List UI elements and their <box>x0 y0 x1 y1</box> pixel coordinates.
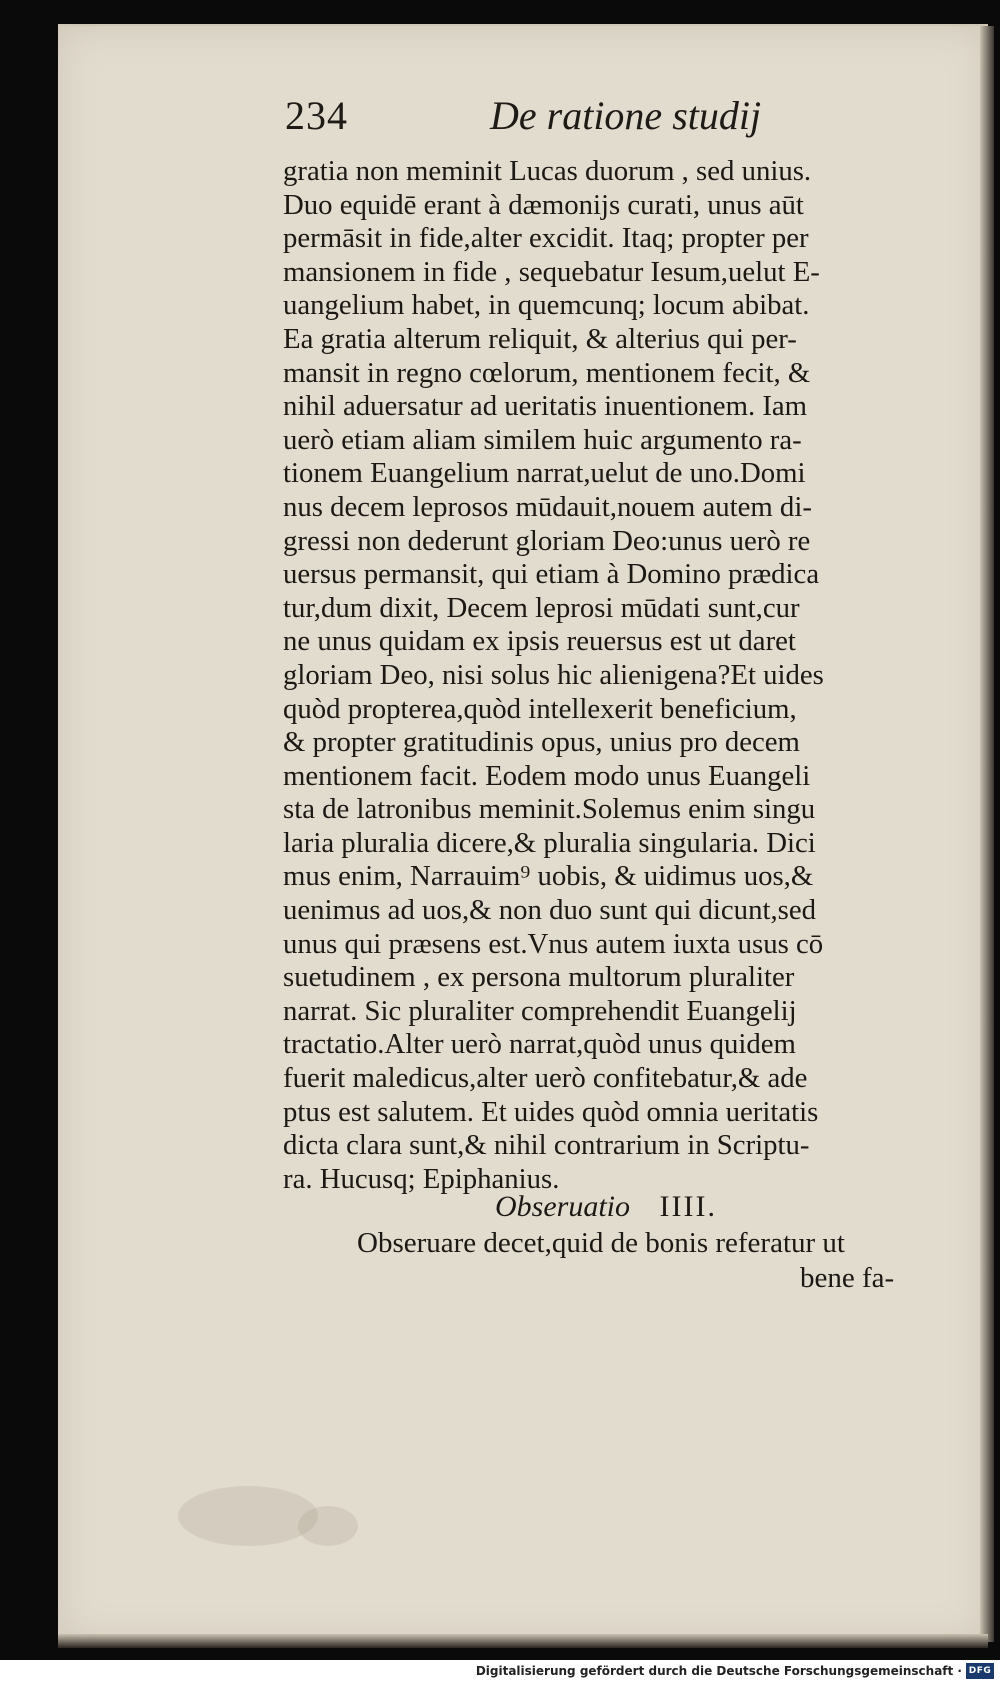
text-line: & propter gratitudinis opus, unius pro decem <box>283 726 800 759</box>
text-line: ne unus quidam ex ipsis reuersus est ut daret <box>283 625 796 658</box>
text-line: ptus est salutem. Et uides quòd omnia ueritatis <box>283 1095 819 1128</box>
text-line: tionem Euangelium narrat,uelut de uno.Domi <box>283 457 806 490</box>
text-line: uenimus ad uos,& non duo sunt qui dicunt,sed <box>283 894 816 927</box>
footer-bar <box>0 1660 1000 1684</box>
text-line: uerò etiam aliam similem huic argumento ra- <box>283 423 802 456</box>
text-line: gratia non meminit Lucas duorum , sed unius. <box>283 155 812 187</box>
dfg-logo-icon: DFG <box>966 1663 994 1679</box>
text-line: tractatio.Alter uerò narrat,quòd unus quidem <box>283 1028 796 1061</box>
text-line: quòd propterea,quòd intellexerit beneficium, <box>283 692 797 725</box>
running-title: De ratione studij <box>490 93 762 138</box>
section-heading-numeral: IIII. <box>659 1190 717 1223</box>
text-line: nus decem leprosos mūdauit,nouem autem di- <box>283 490 812 523</box>
section-heading <box>495 1190 717 1224</box>
text-line: fuerit maledicus,alter uerò confitebatur,& ade <box>283 1062 808 1095</box>
footer-credit: Digitalisierung gefördert durch die Deutsche Forschungsgemeinschaft · <box>475 1664 962 1678</box>
text-line: mus enim, Narrauim⁹ uobis, & uidimus uos,& <box>283 860 814 893</box>
text-line: laria pluralia dicere,& pluralia singularia. Dici <box>283 826 816 859</box>
text-line: tur,dum dixit, Decem leprosi mūdati sunt,cur <box>283 591 800 624</box>
text-line: mentionem facit. Eodem modo unus Euangeli <box>283 759 811 792</box>
catchword: bene fa- <box>800 1262 895 1294</box>
page-number: 234 <box>285 93 348 138</box>
paper-stain <box>298 1506 358 1546</box>
text-line: dicta clara sunt,& nihil contrarium in Scriptu- <box>283 1129 810 1162</box>
text-line: gressi non dederunt gloriam Deo:unus uerò re <box>283 524 811 557</box>
text-line: Ea gratia alterum reliquit, & alterius qui per- <box>283 322 797 355</box>
text-line: mansit in regno cœlorum, mentionem fecit, & <box>283 356 811 389</box>
text-line: Duo equidē erant à dæmonijs curati, unus aūt <box>283 188 804 221</box>
section-heading-word: Obseruatio <box>495 1190 630 1223</box>
text-line: narrat. Sic pluraliter comprehendit Euangelij <box>283 994 797 1027</box>
text-line: suetudinem , ex persona multorum pluraliter <box>283 961 795 994</box>
paper-stain <box>178 1486 318 1546</box>
text-line: ra. Hucusq; Epiphanius. <box>283 1162 560 1195</box>
text-line: gloriam Deo, nisi solus hic alienigena?Et uides <box>283 658 824 691</box>
page-edge-right <box>980 26 994 1642</box>
text-line: uangelium habet, in quemcunq; locum abibat. <box>283 289 810 322</box>
text-line: mansionem in fide , sequebatur Iesum,uelut E- <box>283 255 820 288</box>
body-text <box>283 155 908 1196</box>
text-line: unus qui præsens est.Vnus autem iuxta usus cō <box>283 927 824 960</box>
text-line: uersus permansit, qui etiam à Domino prædica <box>283 558 820 591</box>
running-head <box>285 92 805 152</box>
page-edge-bottom <box>58 1634 988 1648</box>
text-line: nihil aduersatur ad ueritatis inuentionem. Iam <box>283 390 808 423</box>
text-line: permāsit in fide,alter excidit. Itaq; propter per <box>283 222 809 255</box>
text-line: sta de latronibus meminit.Solemus enim singu <box>283 793 816 826</box>
section-first-line: Obseruare decet,quid de bonis referatur ut <box>357 1227 845 1259</box>
